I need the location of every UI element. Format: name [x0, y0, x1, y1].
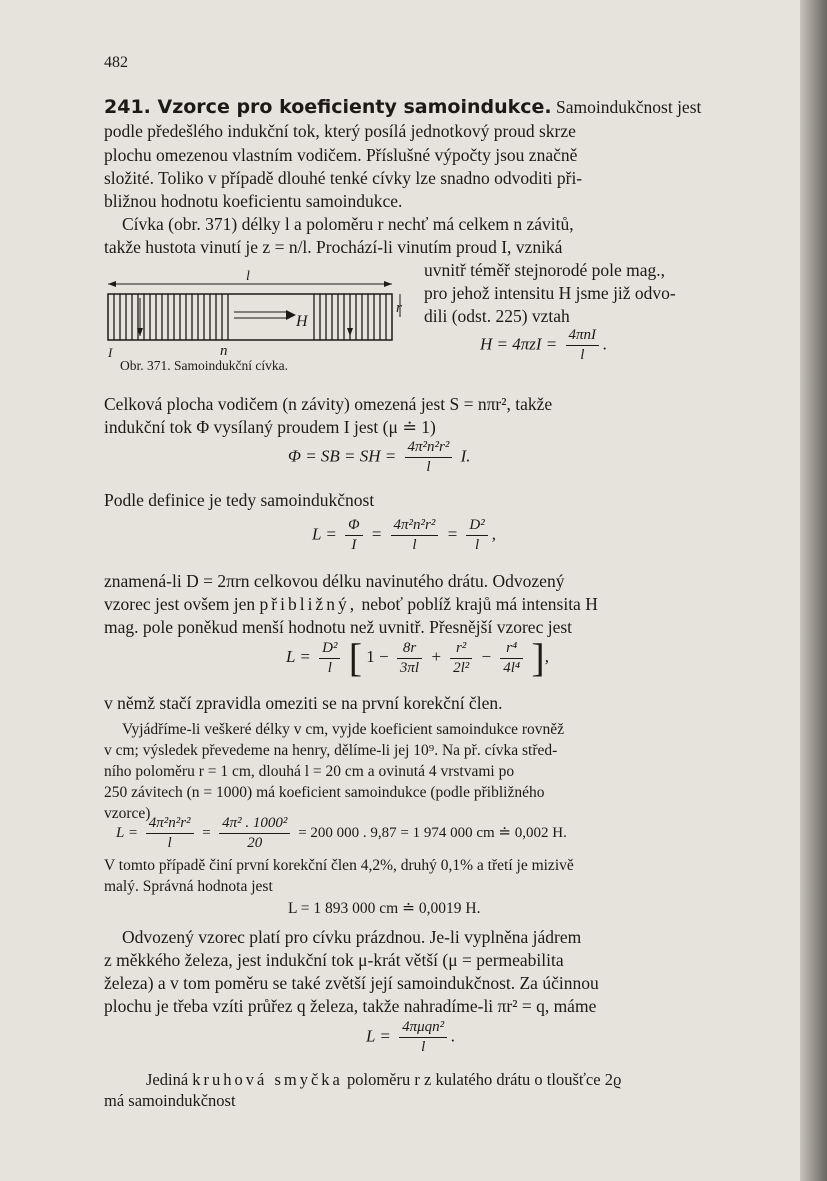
- paragraph-line: takže hustota vinutí je z = n/l. Prochází-li vinutím proud I, vzniká: [104, 237, 563, 257]
- figure-label-n: n: [220, 343, 228, 359]
- small-line: malý. Správná hodnota jest: [104, 878, 273, 895]
- small-line: ního poloměru r = 1 cm, dlouhá l = 20 cm a ovinutá 4 vrstvami po: [104, 763, 515, 780]
- paragraph-line: Podle definice je tedy samoindukčnost: [104, 490, 375, 510]
- paragraph-line: Celková plocha vodičem (n závity) omezená jest S = nπr², takže: [104, 394, 553, 414]
- paragraph-line: podle předešlého indukční tok, který posílá jednotkový proud skrze: [104, 121, 576, 141]
- paragraph-line: plochu je třeba vzíti průřez q železa, takže nahradíme-li πr² = q, máme: [104, 996, 597, 1016]
- paragraph-line: dili (odst. 225) vztah: [424, 306, 570, 326]
- equation-precise: L = $\frac{\text{D²}}{l}$ [ 1 − $\frac{8r}{3\pi l}$ + $\frac{\text{r²}}{\text{2l²}}$ − $\frac{\text{r⁴}}{\text{4l⁴}}$ ],: [286, 635, 549, 680]
- paragraph-line: vzorec jest ovšem jen přibližný, neboť poblíž krajů má intensita H: [104, 594, 598, 614]
- figure-label-l: l: [246, 269, 250, 284]
- small-line: 250 závitech (n = 1000) má koeficient samoindukce (podle přibližného: [104, 784, 545, 801]
- paragraph-line: Cívka (obr. 371) délky l a poloměru r nechť má celkem n závitů,: [122, 214, 574, 234]
- small-line: vzorce): [104, 805, 151, 822]
- page-number: 482: [104, 54, 128, 71]
- equation-intensity: H = 4πzI = $\frac{\text{4πnI}}{l}$ .: [480, 327, 608, 363]
- figure-caption: Obr. 371. Samoindukční cívka.: [120, 358, 288, 373]
- small-line: Vyjádříme-li veškeré délky v cm, vyjde koeficient samoindukce rovněž: [122, 721, 565, 738]
- section-heading: 241. Vzorce pro koeficienty samoindukce.: [104, 96, 552, 118]
- paragraph-line: mag. pole poněkud menší hodnotu než uvnitř. Přesnější vzorec jest: [104, 617, 573, 637]
- page-edge: [800, 0, 827, 1181]
- coil-figure: [100, 262, 410, 362]
- small-line: L = 1 893 000 cm ≐ 0,0019 H.: [288, 900, 481, 917]
- paragraph-line: složité. Toliko v případě dlouhé tenké cívky lze snadno odvoditi při-: [104, 168, 583, 188]
- paragraph-line: z měkkého železa, jest indukční tok μ-krát větší (μ = permeabilita: [104, 950, 564, 970]
- paragraph-line: plochu omezenou vlastním vodičem. Příslušné výpočty jsou značně: [104, 145, 578, 165]
- small-line: v cm; výsledek převedeme na henry, dělíme-li jej 10⁹. Na př. cívka střed-: [104, 742, 558, 759]
- small-line: V tomto případě činí první korekční člen 4,2%, druhý 0,1% a třetí je mizivě: [104, 857, 574, 874]
- paragraph-line: v němž stačí zpravidla omeziti se na první korekční člen.: [104, 693, 503, 713]
- paragraph-line: indukční tok Φ vysílaný proudem I jest (μ ≐ 1): [104, 417, 436, 437]
- paragraph-line: má samoindukčnost: [104, 1091, 236, 1110]
- paragraph-line: železa) a v tom poměru se také zvětší její samoindukčnost. Za účinnou: [104, 973, 599, 993]
- equation-flux: Φ = SB = SH = $\frac{\text{4π²n²r²}}{l}$ I.: [288, 439, 471, 475]
- paragraph-line: bližnou hodnotu koeficientu samoindukce.: [104, 191, 403, 211]
- figure-label-I: I: [108, 345, 113, 360]
- figure-label-r: r: [396, 300, 402, 316]
- equation-example: L = $\frac{\text{4π²n²r²}}{l}$ = $\frac{\text{4π² . 1000²}}{20}$ = 200 000 . 9,87 = 1 974 000 cm ≐ 0,002 H.: [116, 815, 567, 851]
- paragraph-line: pro jehož intensitu H jsme již odvo-: [424, 283, 676, 303]
- paragraph-line: 241. Vzorce pro koeficienty samoindukce. Samoindukčnost jest: [104, 96, 702, 118]
- paragraph-line: Jediná kruhová smyčka poloměru r z kulatého drátu o tloušťce 2ϱ: [146, 1070, 622, 1089]
- paragraph-line: znamená-li D = 2πrn celkovou délku navinutého drátu. Odvozený: [104, 571, 565, 591]
- paragraph-line: Odvozený vzorec platí pro cívku prázdnou. Je-li vyplněna jádrem: [122, 927, 582, 947]
- equation-inductance: L = $\frac{\Phi}{I}$ = $\frac{\text{4π²n²r²}}{l}$ = $\frac{\text{D²}}{l}$ ,: [312, 517, 496, 553]
- paragraph-line: uvnitř téměř stejnorodé pole mag.,: [424, 260, 666, 280]
- figure-label-H: H: [296, 313, 308, 330]
- equation-core: L = $\frac{\text{4πμqn²}}{l}$ .: [366, 1019, 456, 1055]
